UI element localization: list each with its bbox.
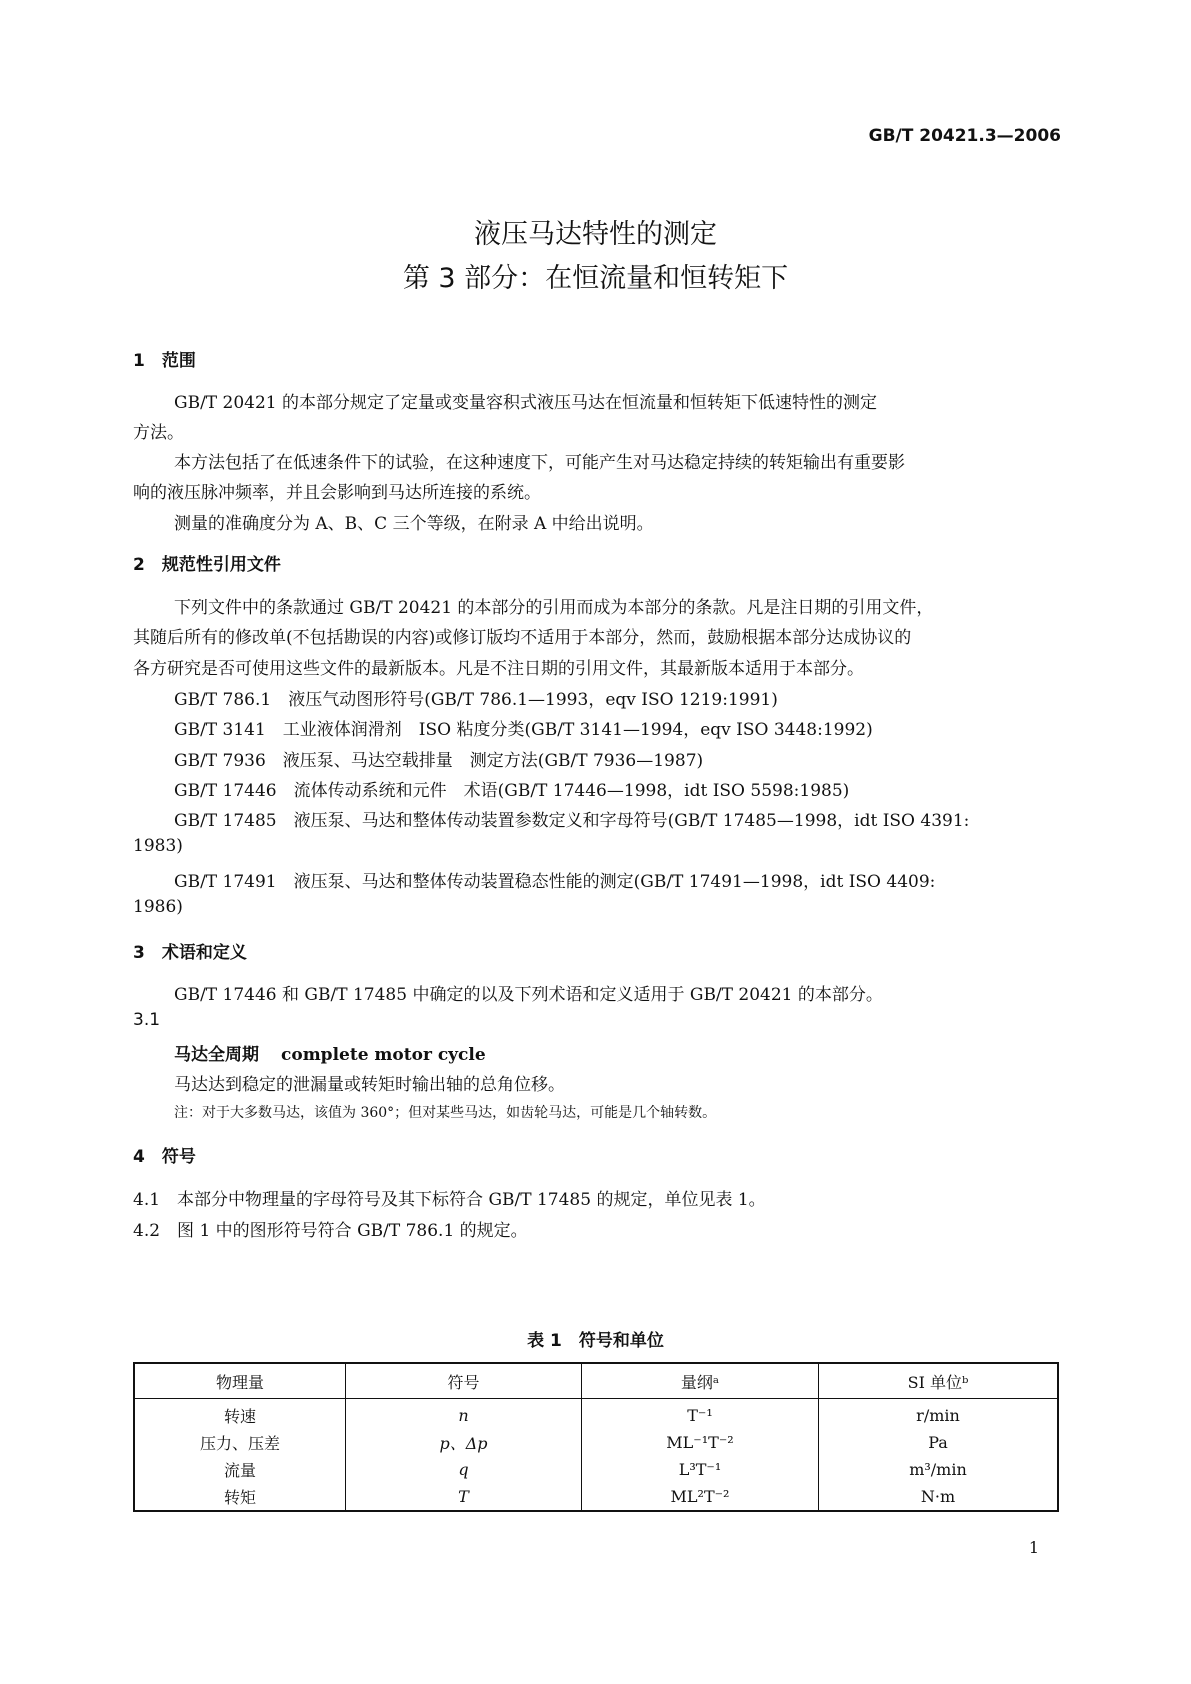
section-3-heading: 3 术语和定义 — [133, 943, 247, 963]
normative-reference: GB/T 17491 液压泵、马达和整体传动装置稳态性能的测定(GB/T 17491—1998，idt ISO 4409: — [174, 872, 936, 892]
normative-reference: GB/T 17485 液压泵、马达和整体传动装置参数定义和字母符号(GB/T 17485—1998，idt ISO 4391: — [174, 811, 970, 831]
table-header-row — [134, 1363, 1058, 1399]
term-definition: 马达达到稳定的泄漏量或转矩时输出轴的总角位移。 — [174, 1075, 565, 1095]
section-1-paragraph-1: GB/T 20421 的本部分规定了定量或变量容积式液压马达在恒流量和恒转矩下低速特性的测定 — [174, 393, 878, 413]
term-entry — [174, 1040, 486, 1065]
table-row — [134, 1399, 1058, 1430]
table-1-caption: 表 1 符号和单位 — [527, 1331, 664, 1351]
column-header-symbol: 符号 — [346, 1363, 582, 1399]
cell-dimension: T⁻¹ — [582, 1399, 819, 1430]
section-2-paragraph-line-1: 下列文件中的条款通过 GB/T 20421 的本部分的引用而成为本部分的条款。凡是注日期的引用文件， — [174, 598, 934, 618]
cell-quantity: 转速 — [134, 1399, 346, 1430]
normative-reference: GB/T 3141 工业液体润滑剂 ISO 粘度分类(GB/T 3141—1994，eqv ISO 3448:1992) — [174, 720, 873, 740]
table-row — [134, 1456, 1058, 1483]
cell-symbol: p、Δp — [346, 1429, 582, 1456]
term-chinese: 马达全周期 — [174, 1045, 259, 1065]
normative-reference: GB/T 7936 液压泵、马达空载排量 测定方法(GB/T 7936—1987) — [174, 751, 704, 771]
column-header-dimension: 量纲ᵃ — [582, 1363, 819, 1399]
cell-dimension: L³T⁻¹ — [582, 1456, 819, 1483]
document-subtitle: 第 3 部分：在恒流量和恒转矩下 — [402, 263, 789, 294]
cell-si-unit: Pa — [928, 1433, 948, 1452]
section-1-heading: 1 范围 — [133, 351, 196, 371]
section-1-paragraph-1-cont: 方法。 — [133, 423, 184, 443]
cell-quantity: 转矩 — [134, 1483, 346, 1511]
clause-4-1: 4.1 本部分中物理量的字母符号及其下标符合 GB/T 17485 的规定，单位见表 1。 — [133, 1190, 766, 1210]
term-note: 注：对于大多数马达，该值为 360°；但对某些马达，如齿轮马达，可能是几个轴转数。 — [174, 1105, 717, 1121]
table-row — [134, 1429, 1058, 1456]
column-header-si-unit: SI 单位ᵇ — [819, 1363, 1059, 1399]
column-header-quantity: 物理量 — [134, 1363, 346, 1399]
section-4-heading: 4 符号 — [133, 1147, 196, 1167]
clause-4-2: 4.2 图 1 中的图形符号符合 GB/T 786.1 的规定。 — [133, 1221, 528, 1241]
normative-reference: GB/T 17446 流体传动系统和元件 术语(GB/T 17446—1998，idt ISO 5598:1985) — [174, 781, 850, 801]
normative-reference-cont: 1986) — [133, 897, 183, 917]
section-3-paragraph: GB/T 17446 和 GB/T 17485 中确定的以及下列术语和定义适用于 GB/T 20421 的本部分。 — [174, 985, 883, 1005]
document-title: 液压马达特性的测定 — [474, 219, 717, 250]
section-1-paragraph-2-cont: 响的液压脉冲频率，并且会影响到马达所连接的系统。 — [133, 483, 541, 503]
cell-symbol: T — [346, 1483, 582, 1511]
cell-si-unit: r/min — [916, 1406, 960, 1425]
cell-symbol: n — [346, 1399, 582, 1430]
symbols-units-table — [133, 1362, 1059, 1512]
table-row — [134, 1483, 1058, 1511]
standard-number: GB/T 20421.3—2006 — [868, 126, 1061, 146]
clause-3-1-number: 3.1 — [133, 1010, 161, 1030]
cell-symbol: q — [346, 1456, 582, 1483]
section-1-paragraph-3: 测量的准确度分为 A、B、C 三个等级，在附录 A 中给出说明。 — [174, 514, 654, 534]
cell-quantity: 压力、压差 — [134, 1429, 346, 1456]
cell-quantity: 流量 — [134, 1456, 346, 1483]
section-2-paragraph-line-2: 其随后所有的修改单(不包括勘误的内容)或修订版均不适用于本部分，然而，鼓励根据本部分达成协议的 — [133, 628, 912, 648]
cell-si-unit: m³/min — [909, 1460, 967, 1479]
section-1-paragraph-2: 本方法包括了在低速条件下的试验，在这种速度下，可能产生对马达稳定持续的转矩输出有重要影 — [174, 453, 905, 473]
cell-dimension: ML²T⁻² — [582, 1483, 819, 1511]
normative-reference-cont: 1983) — [133, 836, 183, 856]
page-number: 1 — [1028, 1538, 1039, 1557]
normative-reference: GB/T 786.1 液压气动图形符号(GB/T 786.1—1993，eqv ISO 1219:1991) — [174, 690, 778, 710]
section-2-paragraph-line-3: 各方研究是否可使用这些文件的最新版本。凡是不注日期的引用文件，其最新版本适用于本部分。 — [133, 659, 864, 679]
cell-dimension: ML⁻¹T⁻² — [582, 1429, 819, 1456]
cell-si-unit: N·m — [920, 1487, 956, 1506]
term-english: complete motor cycle — [281, 1045, 486, 1065]
section-2-heading: 2 规范性引用文件 — [133, 555, 281, 575]
